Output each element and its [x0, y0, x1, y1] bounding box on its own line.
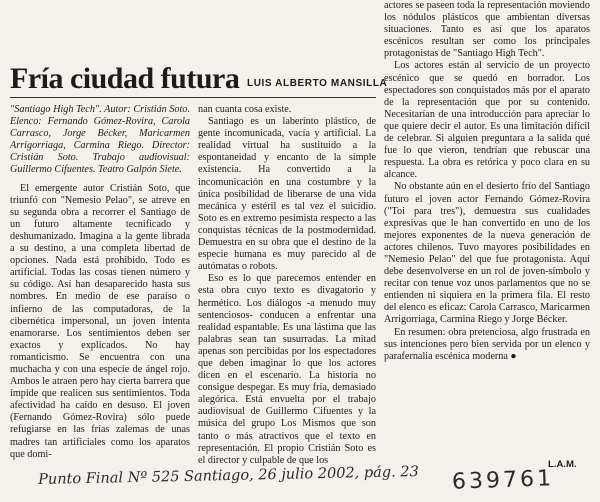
column-3-paragraph-3: No obstante aún en el desierto frío del Santiago futuro el joven actor Fernando Gómez-Rovira ("Toi para tres"), demuestra sus cualidades expresivas que le han convertido en uno de los mejores exponentes de la nueva generación de actores chilenos. Tuvo mayores posibilidades en "Nemesio Pelao" del que fue protagonista. Aquí debe desenvolverse en un rol de joven-símbolo y recitar con tenue voz unos parlamentos que no se entienden ni siquiera en la primera fila. El resto del elenco es eficaz: Carola Carrasco, Maricarmen Arrigorriaga, Carmina Riego y Jorge Bécker.: [384, 181, 590, 326]
author-signature: L.A.M.: [548, 459, 577, 470]
article-column-1: [10, 104, 190, 474]
article-column-2: [198, 104, 376, 474]
column-3-paragraph-2: Los actores están al servicio de un proyecto escénico que se quedó en borrador. Los espectadores son conquistados más por el aparato de la representación que por su contenido. Necesitarían de una introducción para apreciar lo que quiere decir el autor. Es una limitación difícil de celebrar. Si alguien preguntara a la salida qué fue lo que vieron, tendrían que rebuscar una respuesta. La obra es retórica y poco clara en su alcance.: [384, 60, 590, 181]
column-2-paragraph-1: nan cuanta cosa existe.: [198, 104, 292, 115]
column-3-paragraph-1: actores se paseen toda la representación moviendo los nódulos plásticos que ambientan diversas situaciones. Tanto es así que los aparatos escénicos resultan ser como los principales protagonistas de "Santiago High Tech".: [384, 0, 590, 60]
handwritten-source-note: Punto Final Nº 525 Santiago, 26 julio 2002, pág. 23: [38, 464, 419, 488]
column-2-paragraph-3: Eso es lo que parecemos entender en esta obra cuyo texto es divagatorio y hermético. Los diálogos -a menudo muy sentenciosos- conducen a enfrentar una realidad espantable. Es una lástima que las palabras sean tan susurradas. La mitad apenas son percibidas por los espectadores que deben imaginar lo que los actores dicen en el escenario. La historia no consigue despegar. Es muy fría, demasiado alegórica. Está envuelta por el trabajo audiovisual de Guillermo Cifuentes y la música del grupo Los Mismos que son tanto o más atractivos que el texto en representación. El propio Cristián Soto es el director y culpable de que los: [198, 273, 376, 466]
production-credits: "Santiago High Tech". Autor: Cristián Soto. Elenco: Fernando Gómez-Rovira, Carola Carrasco, Jorge Bécker, Maricarmen Arrigorriaga, Carmina Riego. Director: Cristián Soto. Trabajo audiovisual: Guillermo Cifuentes. Teatro Galpón Siete.: [10, 104, 190, 176]
article-column-3: [384, 0, 590, 474]
column-3-paragraph-4: En resumen: obra pretenciosa, algo frustrada en sus intenciones pero bien servida por un elenco y parafernalia escénica moderna ●: [384, 326, 590, 362]
title-rule: [10, 97, 376, 98]
column-2-paragraph-2: Santiago es un laberinto plástico, de gente incomunicada, vacía y artificial. La realidad virtual ha sustituido a la espontaneidad y encanto de la simple existencia. Ha convertido a la incomunicación en una costumbre y la única posibilidad de liberarse de una vida mecánica y estéril es tal vez el suicidio. Soto es en extremo pesimista respecto a las conquistas técnicas de la postmodernidad. Demuestra en su obra que el destino de la especie humana es muy parecido al de autómatas o robots.: [198, 116, 376, 273]
article-title: Fría ciudad futura: [10, 62, 240, 95]
column-1-paragraph-1: El emergente autor Cristián Soto, que triunfó con "Nemesio Pelao", se atreve en su segunda obra a recorrer el Santiago de un futuro altamente tecnificado y deshumanizado. Imagina a la gente librada a su destino, a una completa libertad de opciones. Nada está prohibido. Todo es artificial. Todas las cosas tienen número y su código. Así han desaparecido hasta sus nombres. En medio de ese paraíso o infierno de las computadoras, de la cibernética impersonal, un joven intenta enamorarse. Los sentimientos deben ser exactos y explicados. No hay romanticismo. Se encuentra con una muchacha y con una especie de ángel rojo. Ambos le atraen pero hay cierta barrera que impide que realicen sus sentimientos. Toda afectividad ha caído en desuso. El joven (Fernando Gómez-Rovira) sólo puede refugiarse en las frías zalemas de unas madres tan artificiales como los aparatos que domi-: [10, 182, 190, 460]
article-byline: LUIS ALBERTO MANSILLA: [247, 78, 388, 89]
handwritten-reference-code: 639761: [451, 466, 555, 495]
